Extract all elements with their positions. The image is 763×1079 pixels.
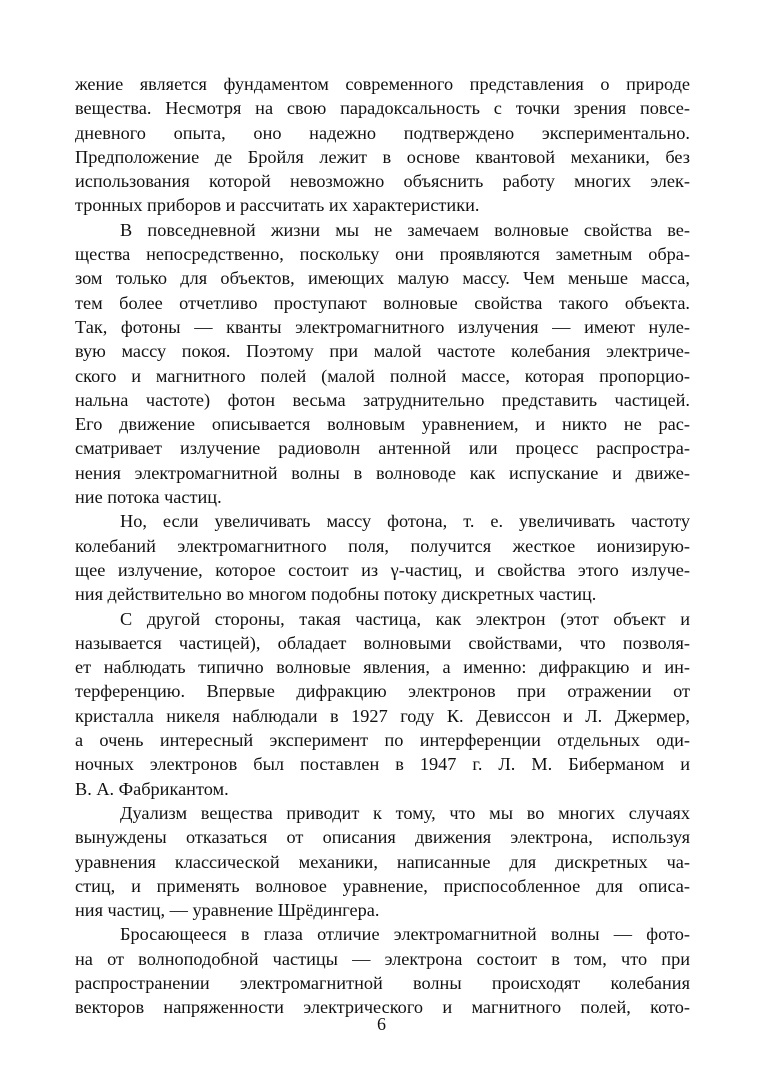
text-line: колебаний электромагнитного поля, получится жесткое ионизирую- <box>75 535 690 556</box>
text-line: вынуждены отказаться от описания движения электрона, используя <box>75 827 690 848</box>
text-line: жение является фундаментом современного представления о природе <box>75 74 690 94</box>
paragraph <box>75 607 690 801</box>
text-line: щее излучение, которое состоит из γ-частиц, и свойства этого излуче- <box>75 559 690 580</box>
text-line: ет наблюдать типично волновые явления, а именно: дифракцию и ин- <box>75 657 690 678</box>
text-line: тронных приборов и рассчитать их характеристики. <box>75 195 480 216</box>
paragraph <box>75 801 690 922</box>
text-line: распространении электромагнитной волны происходят колебания <box>75 972 690 993</box>
text-line: тем более отчетливо проступают волновые свойства такого объекта. <box>75 292 690 313</box>
text-line: кристалла никеля наблюдали в 1927 году К. Девиссон и Л. Джермер, <box>75 705 690 726</box>
text-line: а очень интересный эксперимент по интерференции отдельных оди- <box>75 730 690 751</box>
text-line: Но, если увеличивать массу фотона, т. е. увеличивать частоту <box>120 511 690 532</box>
page-body <box>75 72 690 1020</box>
text-line: дневного опыта, оно надежно подтверждено экспериментально. <box>75 122 690 143</box>
text-line: Предположение де Бройля лежит в основе квантовой механики, без <box>75 146 690 167</box>
text-line: сматривает излучение радиоволн антенной или процесс распростра- <box>75 438 690 459</box>
paragraph <box>75 218 690 510</box>
text-line: называется частицей), обладает волновыми свойствами, что позволя- <box>75 632 690 653</box>
text-line: С другой стороны, такая частица, как электрон (этот объект и <box>120 608 690 629</box>
text-line: вещества. Несмотря на свою парадоксальность с точки зрения повсе- <box>75 98 690 119</box>
paragraph <box>75 922 690 1019</box>
text-line: использования которой невозможно объяснить работу многих элек- <box>75 171 690 192</box>
text-line: на от волноподобной частицы — электрона состоит в том, что при <box>75 948 690 969</box>
text-line: нальна частоте) фотон весьма затруднительно представить частицей. <box>75 389 690 410</box>
text-line: щества непосредственно, поскольку они проявляются заметным обра- <box>75 244 690 265</box>
text-line: нения электромагнитной волны в волноводе как испускание и движе- <box>75 462 690 483</box>
text-line: вую массу покоя. Поэтому при малой частоте колебания электриче- <box>75 341 690 362</box>
paragraph <box>75 509 690 606</box>
text-line: ния частиц, — уравнение Шрёдингера. <box>75 900 380 921</box>
text-line: В. А. Фабрикантом. <box>75 778 229 799</box>
text-line: ние потока частиц. <box>75 487 222 508</box>
text-line: зом только для объектов, имеющих малую массу. Чем меньше масса, <box>75 268 690 289</box>
page-number: 6 <box>377 1014 386 1034</box>
text-line: стиц, и применять волновое уравнение, приспособленное для описа- <box>75 875 690 896</box>
text-line: уравнения классической механики, написанные для дискретных ча- <box>75 851 690 872</box>
paragraph <box>75 72 690 218</box>
text-line: Так, фотоны — кванты электромагнитного излучения — имеют нуле- <box>75 316 690 337</box>
text-line: ского и магнитного полей (малой полной массе, которая пропорцио- <box>75 365 690 386</box>
text-line: векторов напряженности электрического и магнитного полей, кото- <box>75 997 690 1018</box>
text-line: ночных электронов был поставлен в 1947 г. Л. М. Биберманом и <box>75 754 690 775</box>
text-line: Бросающееся в глаза отличие электромагнитной волны — фото- <box>120 924 690 945</box>
text-line: Его движение описывается волновым уравнением, и никто не рас- <box>75 414 690 435</box>
text-line: ния действительно во многом подобны потоку дискретных частиц. <box>75 584 597 605</box>
text-line: терференцию. Впервые дифракцию электронов при отражении от <box>75 681 690 702</box>
text-line: В повседневной жизни мы не замечаем волновые свойства ве- <box>120 219 690 240</box>
text-line: Дуализм вещества приводит к тому, что мы во многих случаях <box>120 802 690 823</box>
